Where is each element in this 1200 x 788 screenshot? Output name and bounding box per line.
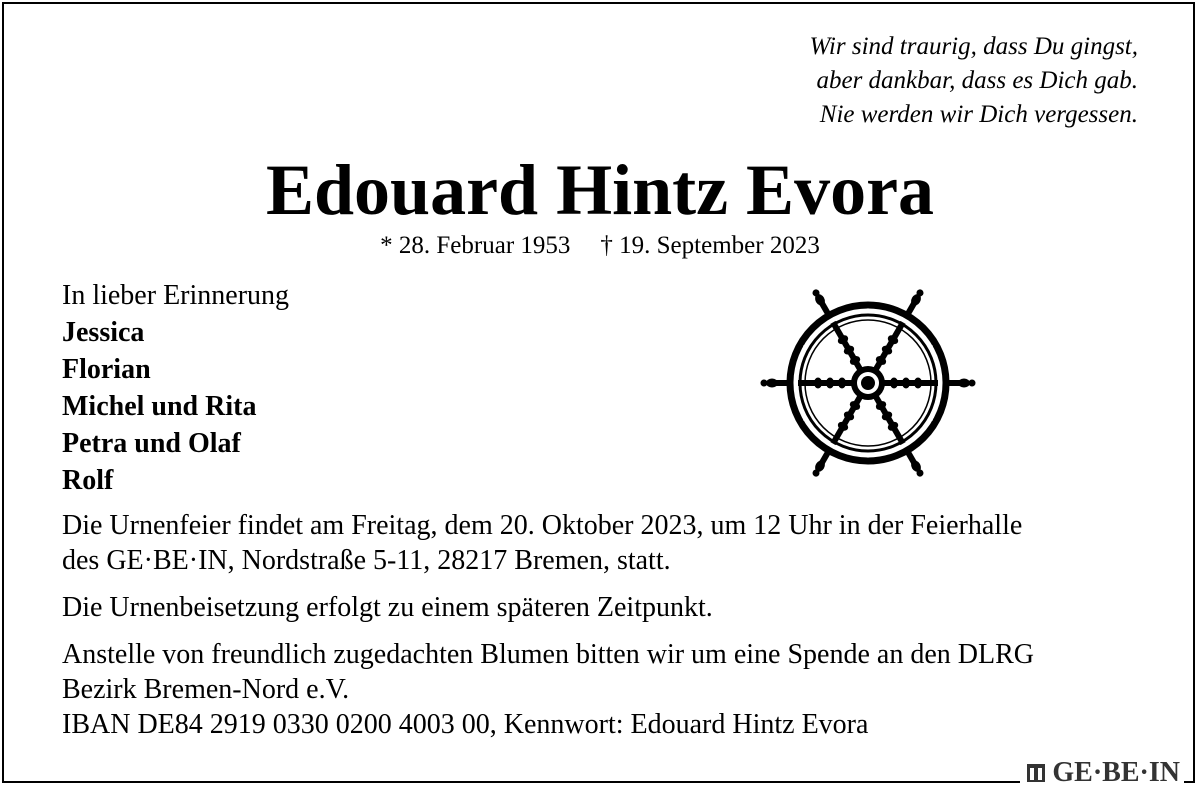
donation-iban: IBAN DE84 2919 0330 0200 4003 00, Kennwort: Edouard Hintz Evora [62, 709, 869, 740]
birth-date: * 28. Februar 1953 [380, 232, 571, 259]
deceased-name: Edouard Hintz Evora [265, 150, 935, 230]
gebein-building-icon [1026, 762, 1046, 784]
service-details [62, 508, 1152, 742]
quote-line: aber dankbar, dass es Dich gab. [816, 67, 1138, 94]
quote-line: Wir sind traurig, dass Du gingst, [809, 33, 1138, 60]
mourner-name: Florian [62, 354, 151, 385]
mourner-name: Jessica [62, 317, 145, 348]
death-date: † 19. September 2023 [600, 232, 820, 259]
ship-wheel-icon [757, 287, 979, 479]
mourner-name: Petra und Olaf [62, 428, 241, 459]
quote-line: Nie werden wir Dich vergessen. [819, 101, 1138, 128]
donation-line: Anstelle von freundlich zugedachten Blumen bitten wir um eine Spende an den DLRG [62, 639, 1034, 670]
mourners-intro: In lieber Erinnerung [62, 280, 290, 311]
mourner-name: Michel und Rita [62, 391, 257, 422]
donation-paragraph [62, 637, 1152, 742]
logo-text: GE·BE·IN [1052, 757, 1180, 788]
ceremony-paragraph [62, 508, 1152, 578]
gebein-logo [1020, 758, 1184, 788]
life-dates [0, 231, 1200, 261]
mourner-name: Rolf [62, 465, 114, 496]
burial-paragraph: Die Urnenbeisetzung erfolgt zu einem späteren Zeitpunkt. [62, 592, 713, 623]
donation-line: Bezirk Bremen-Nord e.V. [62, 674, 350, 705]
mourners-list [62, 277, 289, 499]
ceremony-line: des GE·BE·IN, Nordstraße 5-11, 28217 Bremen, statt. [62, 545, 671, 576]
ceremony-line: Die Urnenfeier findet am Freitag, dem 20. Oktober 2023, um 12 Uhr in der Feierhalle [62, 510, 1023, 541]
memorial-quote [809, 30, 1138, 132]
